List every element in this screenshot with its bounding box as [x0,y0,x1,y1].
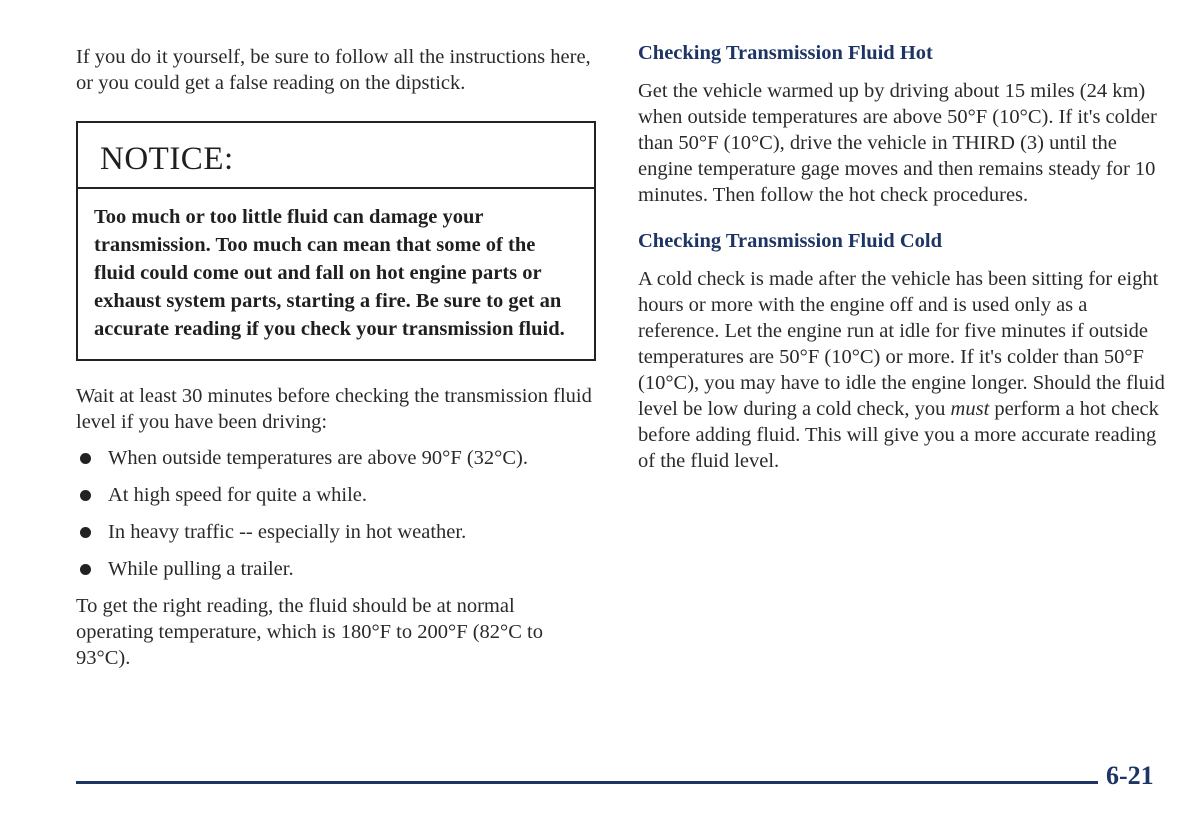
list-item-text: While pulling a trailer. [108,558,294,580]
footer-rule [76,781,1098,784]
list-item-text: In heavy traffic -- especially in hot weather. [108,521,467,543]
left-column [76,44,596,671]
bullet-icon [80,527,91,538]
bullet-icon [80,564,91,575]
list-item [76,519,596,545]
cold-check-heading: Checking Transmission Fluid Cold [638,230,942,252]
page-number: 6-21 [1106,761,1154,790]
wait-paragraph: Wait at least 30 minutes before checking the transmission fluid level if you have been driving: [76,385,592,433]
intro-paragraph: If you do it yourself, be sure to follow all the instructions here, or you could get a false reading on the dipstick. [76,46,591,94]
list-item [76,556,596,582]
notice-box [76,121,596,361]
list-item [76,482,596,508]
list-item [76,445,596,471]
cold-check-emphasis: must [950,398,990,420]
bullet-icon [80,490,91,501]
hot-check-paragraph: Get the vehicle warmed up by driving about 15 miles (24 km) when outside temperatures are above 50°F (10°C). If it's colder than 50°F (10°C), drive the vehicle in THIRD (3) until the engine temperature gage moves and then remains steady for 10 minutes. Then follow the hot check procedures. [638,80,1157,206]
cold-check-paragraph [638,266,1168,474]
hot-check-heading: Checking Transmission Fluid Hot [638,42,933,64]
list-item-text: When outside temperatures are above 90°F (32°C). [108,447,528,469]
conditions-list [76,445,596,582]
notice-body: Too much or too little fluid can damage your transmission. Too much can mean that some of the fluid could come out and fall on hot engine parts or exhaust system parts, starting a fire. Be sure to get an accurate reading if you check your transmission fluid. [94,206,565,340]
temperature-paragraph: To get the right reading, the fluid should be at normal operating temperature, which is 180°F to 200°F (82°C to 93°C). [76,595,543,669]
right-column [638,40,1168,474]
cold-check-text-end: perform a hot check before adding fluid. This will give you a more accurate reading of the fluid level. [638,398,1159,472]
cold-check-text-start: A cold check is made after the vehicle has been sitting for eight hours or more with the engine off and is used only as a reference. Let the engine run at idle for five minutes if outside temperatures are 50°F (10°C) or more. If it's colder than 50°F (10°C), you may have to idle the engine longer. Should the fluid level be low during a cold check, you [638,268,1165,420]
notice-title: NOTICE: [78,123,594,189]
bullet-icon [80,453,91,464]
list-item-text: At high speed for quite a while. [108,484,368,506]
